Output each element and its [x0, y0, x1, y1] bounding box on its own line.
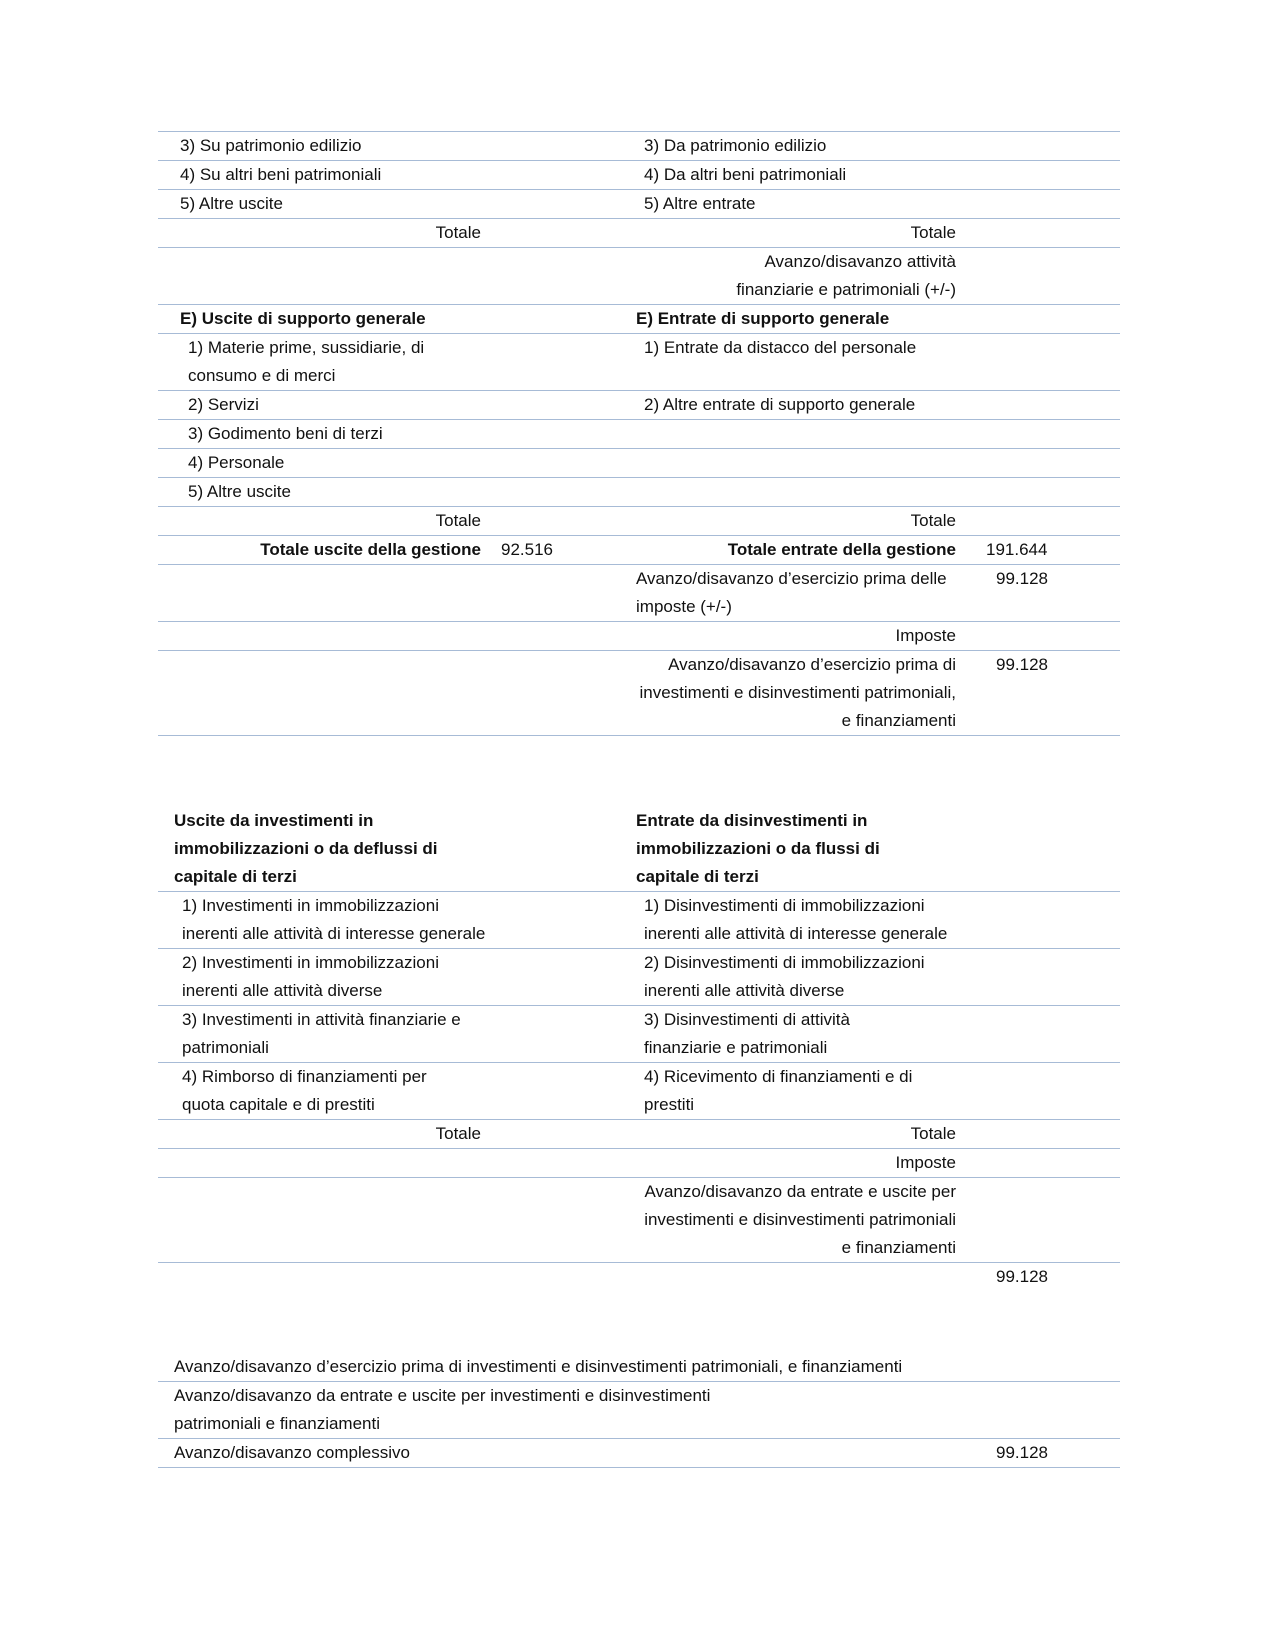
value-left [501, 190, 636, 218]
grand-total-row [158, 536, 1120, 565]
total-row [158, 1120, 1120, 1149]
row-label-right: 3) Da patrimonio edilizio [644, 136, 827, 155]
value-right [976, 1006, 1120, 1062]
value-right [976, 190, 1120, 218]
value-right [976, 1178, 1120, 1262]
table-row [158, 449, 1120, 478]
value-left [501, 478, 636, 506]
section-header-row [158, 305, 1120, 334]
empty-cell [158, 1178, 501, 1262]
value-left [501, 248, 636, 304]
value-right [976, 949, 1120, 1005]
value-left [501, 161, 636, 189]
total-row [158, 507, 1120, 536]
value-right [976, 892, 1120, 948]
value-right [976, 248, 1120, 304]
table-row [158, 334, 1120, 391]
value-right [976, 334, 1120, 390]
table-row [158, 1063, 1120, 1120]
table-row [158, 478, 1120, 507]
value-right [976, 420, 1120, 448]
row-label-right [636, 420, 976, 448]
avanzo-label: Avanzo/disavanzo attività finanziarie e patrimoniali (+/-) [736, 252, 956, 299]
table-row [158, 391, 1120, 420]
value-right [976, 507, 1120, 535]
avanzo-prima-imposte-value: 99.128 [996, 569, 1048, 588]
value-left [501, 807, 636, 891]
row-label-left: 5) Altre uscite [180, 194, 283, 213]
summary-label: Avanzo/disavanzo da entrate e uscite per investimenti e disinvestimenti patrimoniali e finanziamenti [174, 1386, 711, 1433]
value-right [976, 449, 1120, 477]
row-label-left: 4) Rimborso di finanziamenti per quota capitale e di prestiti [182, 1067, 427, 1114]
row-label-left: 1) Materie prime, sussidiarie, di consumo e di merci [188, 338, 425, 385]
avanzo-invest-value-row [158, 1263, 1120, 1291]
row-label-right: 1) Disinvestimenti di immobilizzazioni inerenti alle attività di interesse generale [644, 896, 948, 943]
empty-cell [158, 651, 501, 735]
total-entrate-value: 191.644 [986, 540, 1048, 559]
empty-cell [158, 1263, 501, 1291]
table-row [158, 161, 1120, 190]
row-label-right: 5) Altre entrate [644, 194, 756, 213]
value-left [501, 565, 636, 621]
empty-cell [158, 565, 501, 621]
value-right [976, 1149, 1120, 1177]
row-label-right [636, 449, 976, 477]
summary-label: Avanzo/disavanzo complessivo [174, 1443, 410, 1462]
row-label-left: 2) Investimenti in immobilizzazioni inerenti alle attività diverse [182, 953, 439, 1000]
value-left [501, 651, 636, 735]
imposte-row [158, 1149, 1120, 1178]
value-left [501, 949, 636, 1005]
imposte-label: Imposte [895, 1153, 956, 1172]
value-left [501, 305, 636, 333]
value-left [501, 420, 636, 448]
row-label-right [636, 478, 976, 506]
table-row [158, 190, 1120, 219]
value-left [501, 1149, 636, 1177]
section-header-left: E) Uscite di supporto generale [180, 309, 426, 328]
value-left [501, 391, 636, 419]
imposte-label: Imposte [895, 626, 956, 645]
total-uscite-label: Totale uscite della gestione [260, 540, 481, 559]
empty-cell [158, 248, 501, 304]
value-right [976, 132, 1120, 160]
section-header-right: Entrate da disinvestimenti in immobilizzazioni o da flussi di capitale di terzi [636, 811, 880, 886]
value-left [501, 1178, 636, 1262]
row-label-left: 4) Su altri beni patrimoniali [180, 165, 382, 184]
rendiconto-table-upper [158, 131, 1120, 736]
value-right [976, 478, 1120, 506]
summary-table [158, 1353, 1120, 1468]
section-header-row [158, 807, 1120, 892]
total-uscite-value: 92.516 [501, 540, 553, 559]
value-right [976, 391, 1120, 419]
section-header-right: E) Entrate di supporto generale [636, 309, 890, 328]
row-label-right: 2) Altre entrate di supporto generale [644, 395, 916, 414]
row-label-left: 3) Investimenti in attività finanziarie e patrimoniali [182, 1010, 461, 1057]
empty-cell [636, 1263, 976, 1291]
value-right [976, 305, 1120, 333]
value-left [501, 507, 636, 535]
avanzo-prima-invest-row [158, 651, 1120, 736]
row-label-left: 1) Investimenti in immobilizzazioni inerenti alle attività di interesse generale [182, 896, 486, 943]
section-header-left: Uscite da investimenti in immobilizzazioni o da deflussi di capitale di terzi [174, 811, 438, 886]
value-right [976, 1063, 1120, 1119]
summary-value: 99.128 [996, 1443, 1048, 1462]
value-left [501, 1006, 636, 1062]
summary-value [976, 1353, 1120, 1381]
summary-value [976, 1382, 1120, 1438]
avanzo-invest-row [158, 1178, 1120, 1263]
row-label-left: 5) Altre uscite [188, 482, 291, 501]
summary-label: Avanzo/disavanzo d’esercizio prima di investimenti e disinvestimenti patrimoniali, e finanziamenti [174, 1357, 903, 1376]
imposte-row [158, 622, 1120, 651]
value-left [501, 219, 636, 247]
avanzo-row [158, 248, 1120, 305]
row-label-right: 4) Ricevimento di finanziamenti e di prestiti [644, 1067, 913, 1114]
total-label-left: Totale [435, 223, 481, 242]
value-right [976, 807, 1120, 891]
value-left [501, 334, 636, 390]
value-left [501, 449, 636, 477]
avanzo-prima-invest-value: 99.128 [996, 655, 1048, 674]
value-left [501, 622, 636, 650]
row-label-right: 3) Disinvestimenti di attività finanziarie e patrimoniali [644, 1010, 850, 1057]
total-label-right: Totale [910, 511, 956, 530]
value-left [501, 892, 636, 948]
row-label-right: 4) Da altri beni patrimoniali [644, 165, 847, 184]
value-right [976, 1120, 1120, 1148]
value-left [501, 1263, 636, 1291]
value-right [976, 219, 1120, 247]
avanzo-prima-invest-label: Avanzo/disavanzo d’esercizio prima di investimenti e disinvestimenti patrimoniali, e finanziamenti [639, 655, 956, 730]
empty-cell [158, 622, 501, 650]
total-label-right: Totale [910, 1124, 956, 1143]
summary-row [158, 1439, 1120, 1468]
value-right [976, 161, 1120, 189]
table-row [158, 131, 1120, 161]
total-label-left: Totale [435, 1124, 481, 1143]
empty-cell [158, 1149, 501, 1177]
total-entrate-label: Totale entrate della gestione [727, 540, 956, 559]
avanzo-prima-imposte-label: Avanzo/disavanzo d’esercizio prima delle imposte (+/-) [636, 569, 947, 616]
total-row [158, 219, 1120, 248]
row-label-left: 3) Godimento beni di terzi [188, 424, 383, 443]
avanzo-invest-value: 99.128 [996, 1267, 1048, 1286]
total-label-left: Totale [435, 511, 481, 530]
summary-row [158, 1382, 1120, 1439]
value-left [501, 1063, 636, 1119]
row-label-right: 1) Entrate da distacco del personale [644, 338, 917, 357]
row-label-left: 4) Personale [188, 453, 285, 472]
row-label-right: 2) Disinvestimenti di immobilizzazioni inerenti alle attività diverse [644, 953, 925, 1000]
value-right [976, 622, 1120, 650]
avanzo-prima-imposte-row [158, 565, 1120, 622]
table-row [158, 949, 1120, 1006]
table-row [158, 892, 1120, 949]
row-label-left: 2) Servizi [188, 395, 259, 414]
table-row [158, 420, 1120, 449]
value-left [501, 132, 636, 160]
row-label-left: 3) Su patrimonio edilizio [180, 136, 362, 155]
total-label-right: Totale [910, 223, 956, 242]
avanzo-invest-label: Avanzo/disavanzo da entrate e uscite per investimenti e disinvestimenti patrimoniali e finanziamenti [644, 1182, 956, 1257]
table-row [158, 1006, 1120, 1063]
investments-table [158, 807, 1120, 1291]
summary-row [158, 1353, 1120, 1382]
value-left [501, 1120, 636, 1148]
